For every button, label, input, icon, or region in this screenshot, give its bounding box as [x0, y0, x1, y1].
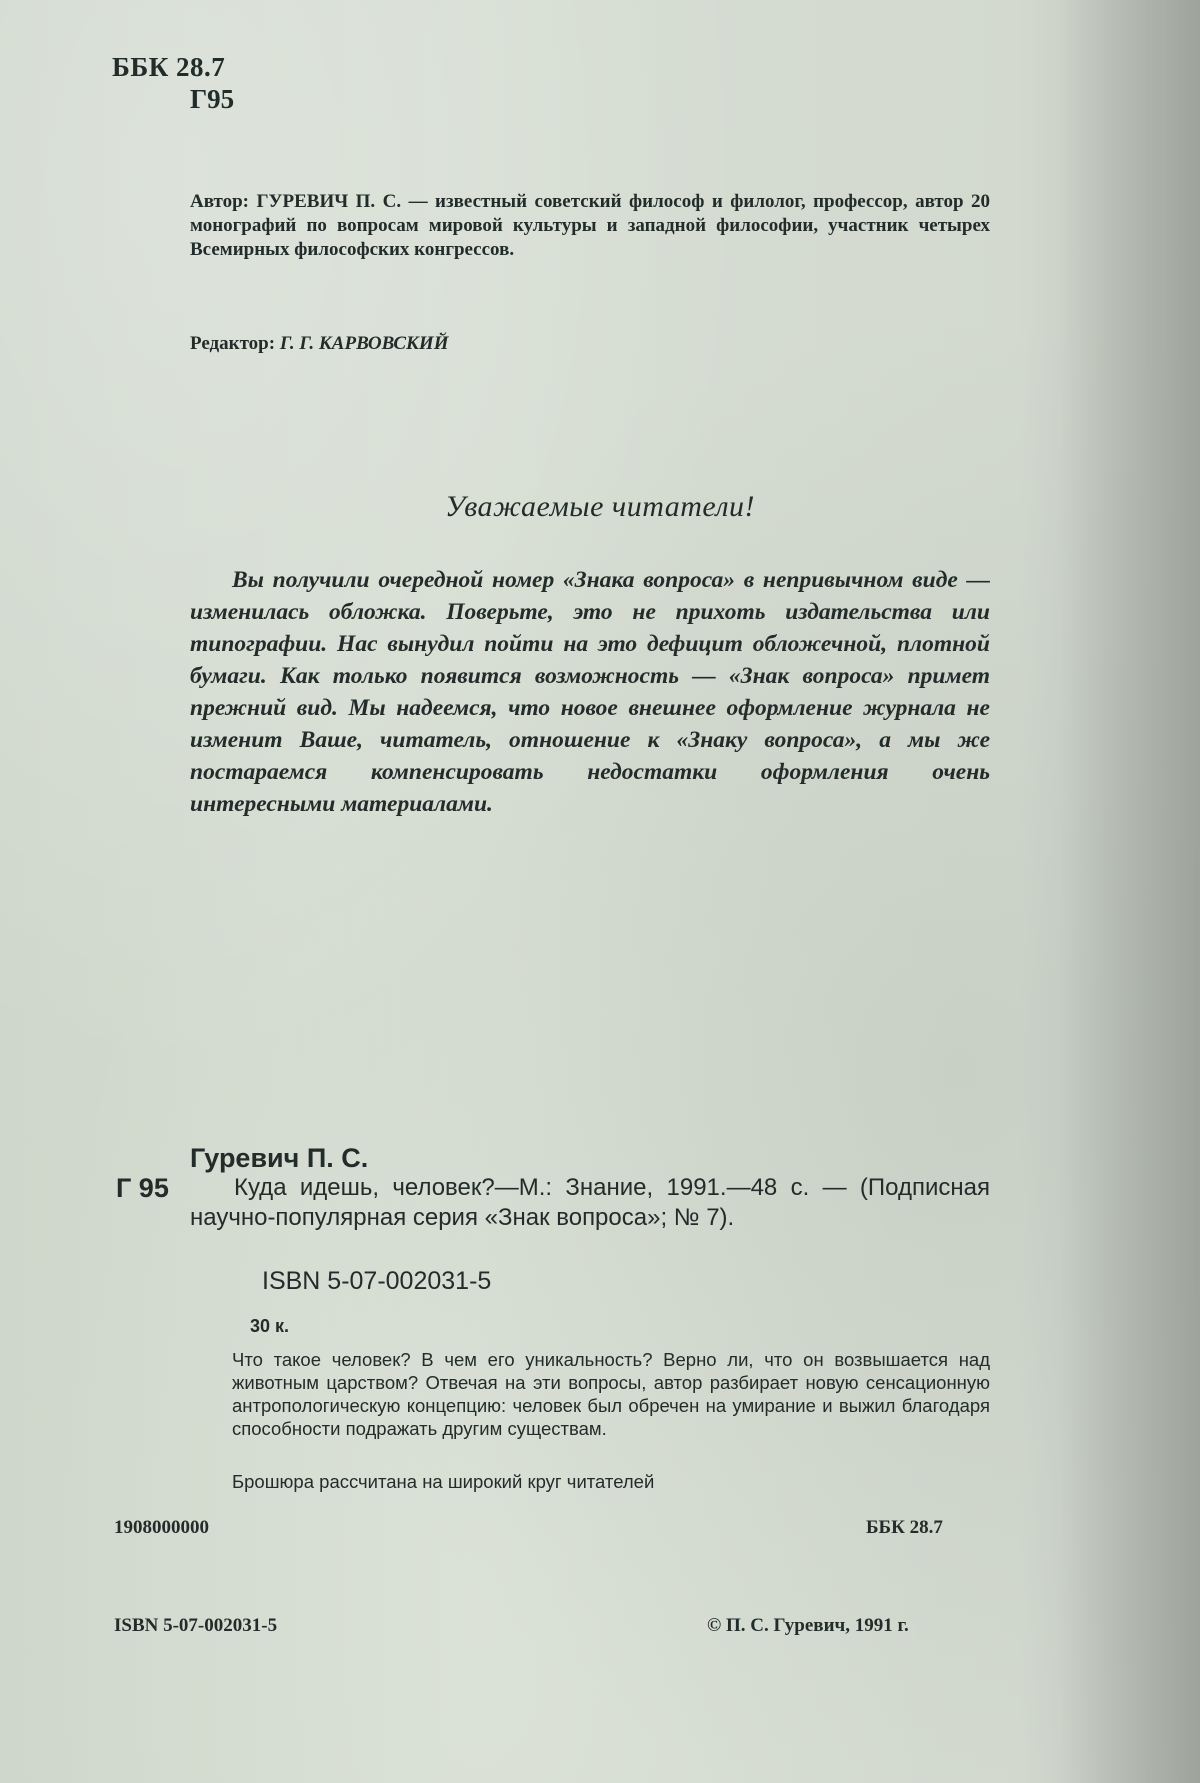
card-isbn: ISBN 5-07-002031-5	[262, 1267, 492, 1295]
card-price: 30 к.	[250, 1316, 290, 1336]
editor-label: Редактор:	[190, 333, 276, 354]
footer-copyright: © П. С. Гуревич, 1991 г.	[707, 1615, 909, 1636]
footer-code-left: 1908000000	[114, 1517, 209, 1538]
editor-line	[190, 332, 449, 356]
card-code: Г 95	[116, 1173, 169, 1203]
notice-text: Вы получили очередной номер «Знака вопроса» в непривычном виде — изменилась обложка. Поверьте, это не прихоть издательства или типографии. Нас вынудил пойти на это дефицит обложечной, плотной бумаги. Как только появится возможность — «Знак вопроса» примет прежний вид. Мы надеемся, что новое внешнее оформление журнала не изменит Ваше, читатель, отношение к «Знаку вопроса», а мы же постараемся компенсировать недостатки оформления очень интересными материалами.	[190, 567, 990, 817]
notice-greeting: Уважаемые читатели!	[444, 490, 756, 523]
spine-shadow	[1060, 0, 1200, 1783]
author-note: Автор: ГУРЕВИЧ П. С. — известный советский философ и филолог, профессор, автор 20 монографий по вопросам мировой культуры и западной философии, участник четырех Всемирных философских конгрессов.	[190, 191, 990, 260]
editor-name: Г. Г. КАРВОВСКИЙ	[279, 333, 449, 354]
footer-code-right: ББК 28.7	[866, 1517, 943, 1538]
bbk-index: ББК 28.7	[112, 52, 226, 82]
card-annotation: Что такое человек? В чем его уникальность? Верно ли, что он возвышается над животным царством? Отвечая на эти вопросы, автор разбирает новую сенсационную антропологическую концепцию: человек был обречен на умирание и выжил благодаря способности подражать другим существам.	[232, 1349, 990, 1439]
card-description: Куда идешь, человек?—М.: Знание, 1991.—48 с. — (Подписная научно-популярная серия «Знак вопроса»; № 7).	[190, 1174, 990, 1231]
card-audience: Брошюра рассчитана на широкий круг читателей	[232, 1471, 655, 1492]
author-code: Г95	[190, 84, 235, 114]
card-author: Гуревич П. С.	[190, 1143, 369, 1173]
footer-isbn: ISBN 5-07-002031-5	[114, 1615, 278, 1636]
